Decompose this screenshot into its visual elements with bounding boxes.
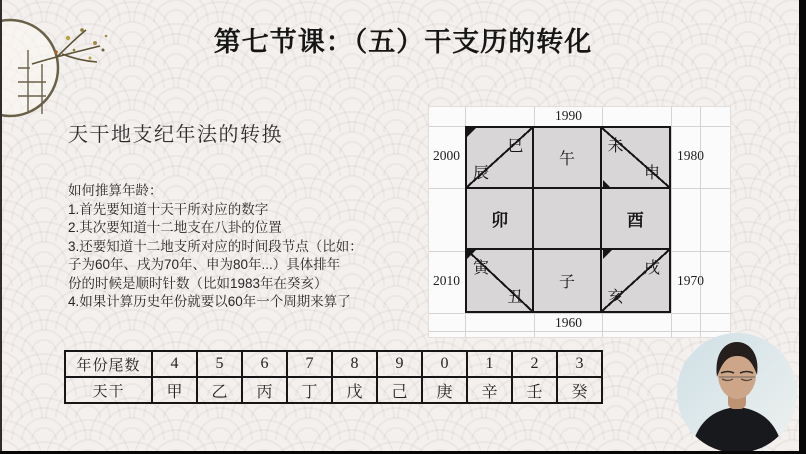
year-label-right-top: 1980 xyxy=(677,148,704,163)
instruction-line: 3.还要知道十二地支所对应的时间段节点（比如： xyxy=(68,238,363,254)
instruction-line: 1.首先要知道十天干所对应的数字 xyxy=(68,201,269,217)
table-row-stems xyxy=(65,377,602,403)
digit-cell: 4 xyxy=(152,351,197,377)
year-label-right-bottom: 1970 xyxy=(677,273,704,288)
stem-cell: 壬 xyxy=(512,377,557,403)
year-label-left-top: 2000 xyxy=(433,148,460,163)
instruction-line: 份的时候是顺时针数（比如1983年在癸亥） xyxy=(68,275,328,291)
branch-you: 酉 xyxy=(626,211,644,230)
instruction-text xyxy=(68,182,428,312)
digit-cell: 9 xyxy=(377,351,422,377)
digit-cell: 0 xyxy=(422,351,467,377)
stem-cell: 辛 xyxy=(467,377,512,403)
section-heading: 天干地支纪年法的转换 xyxy=(68,124,283,146)
stem-cell: 丁 xyxy=(287,377,332,403)
stem-cell: 乙 xyxy=(197,377,242,403)
stem-cell: 己 xyxy=(377,377,422,403)
year-label-left-bottom: 2010 xyxy=(433,273,460,288)
digit-cell: 8 xyxy=(332,351,377,377)
cell-mao xyxy=(467,189,534,250)
branch-shen: 申 xyxy=(643,165,660,182)
bagua-grid xyxy=(465,126,671,313)
presenter-webcam[interactable] xyxy=(677,333,797,453)
digit-cell: 1 xyxy=(467,351,512,377)
cell-wu xyxy=(534,128,601,189)
instruction-line: 子为60年、戌为70年、申为80年...）具体排年 xyxy=(68,257,341,272)
cell-chen-si xyxy=(467,128,534,189)
cell-center-empty xyxy=(534,189,601,250)
row-header-stems: 天干 xyxy=(65,377,152,403)
instruction-line: 4.如果计算历史年份就要以60年一个周期来算了 xyxy=(68,294,351,309)
stem-cell: 甲 xyxy=(152,377,197,403)
branch-zi: 子 xyxy=(558,274,575,291)
cell-yin-chou xyxy=(467,250,534,311)
cell-zi xyxy=(534,250,601,311)
stem-lookup-table xyxy=(64,350,603,404)
digit-cell: 2 xyxy=(512,351,557,377)
stem-cell: 戊 xyxy=(332,377,377,403)
digit-cell: 7 xyxy=(287,351,332,377)
cell-you xyxy=(602,189,669,250)
branch-mao: 卯 xyxy=(491,211,509,230)
branch-xu: 戌 xyxy=(643,260,660,277)
digit-cell: 6 xyxy=(242,351,287,377)
branch-wu: 午 xyxy=(558,151,575,168)
instruction-line: 2.其次要知道十二地支在八卦的位置 xyxy=(68,220,282,235)
branch-wei: 未 xyxy=(607,138,624,155)
cell-xu-hai xyxy=(602,250,669,311)
frame-edge-right xyxy=(799,0,806,454)
table-row-digits xyxy=(65,351,602,377)
presenter-avatar xyxy=(677,333,797,453)
bagua-diagram-panel xyxy=(428,106,731,338)
row-header-digits: 年份尾数 xyxy=(65,351,152,377)
frame-edge-left xyxy=(0,0,2,454)
year-label-bottom: 1960 xyxy=(555,315,582,330)
branch-chen: 辰 xyxy=(473,165,490,182)
page-title: 第七节课：（五）干支历的转化 xyxy=(213,27,593,57)
branch-hai: 亥 xyxy=(607,289,624,306)
digit-cell: 3 xyxy=(557,351,602,377)
stem-cell: 癸 xyxy=(557,377,602,403)
cell-wei-shen xyxy=(602,128,669,189)
branch-yin: 寅 xyxy=(473,260,490,277)
digit-cell: 5 xyxy=(197,351,242,377)
year-label-top: 1990 xyxy=(555,108,582,123)
stem-cell: 庚 xyxy=(422,377,467,403)
branch-chou: 丑 xyxy=(507,289,524,306)
branch-si: 巳 xyxy=(507,138,524,155)
stem-cell: 丙 xyxy=(242,377,287,403)
instruction-line: 如何推算年龄： xyxy=(68,183,163,198)
